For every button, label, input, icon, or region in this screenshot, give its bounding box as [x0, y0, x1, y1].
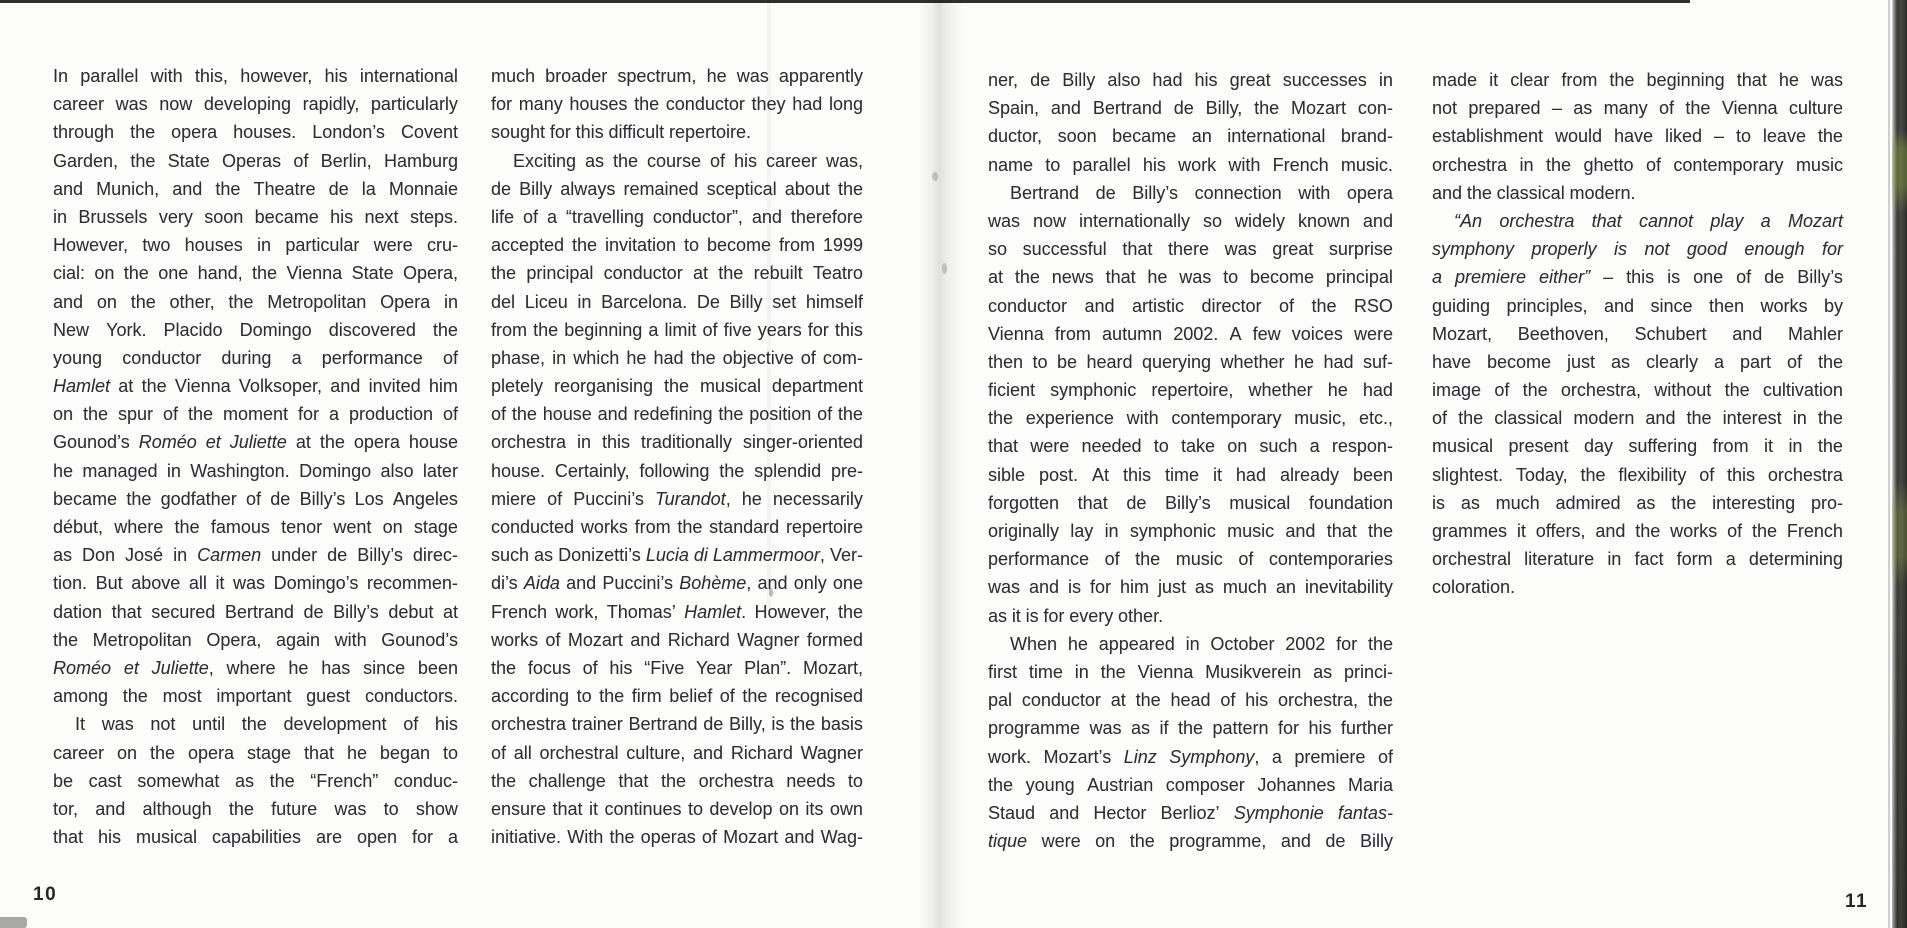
text-line: However, two houses in particular were cru- [53, 235, 458, 256]
text-line: the young Austrian composer Johannes Maria [988, 774, 1393, 795]
text-line: Roméo et Juliette, where he has since been [53, 657, 458, 678]
text-line: not prepared – as many of the Vienna culture [1432, 98, 1843, 119]
text-line: he managed in Washington. Domingo also later [53, 460, 458, 481]
text-line: Gounod’s Roméo et Juliette at the opera house [53, 432, 458, 453]
text-line: ductor, soon became an international brand- [988, 126, 1393, 147]
text-line: a premiere either” – this is one of de Billy’s [1432, 267, 1843, 288]
page-crease-line [767, 0, 771, 610]
text-line: from the beginning a limit of five years for this [491, 319, 863, 340]
text-line: Staud and Hector Berlioz’ Symphonie fantas- [988, 802, 1393, 823]
text-line: Bertrand de Billy’s connection with opera [1010, 182, 1393, 203]
text-line: Spain, and Bertrand de Billy, the Mozart con- [988, 98, 1393, 119]
text-line: that his musical capabilities are open for a [53, 827, 458, 848]
text-line: ficient symphonic repertoire, whether he had [988, 380, 1393, 401]
right-edge-gap-line [1888, 0, 1890, 928]
text-line: performance of the music of contemporaries [988, 549, 1393, 570]
text-line: When he appeared in October 2002 for the [1010, 633, 1393, 654]
text-line: coloration. [1432, 577, 1516, 598]
text-line: of the house and redefining the position of the [491, 404, 863, 425]
text-line: slightest. Today, the flexibility of this orchestra [1432, 464, 1843, 485]
text-line: on the spur of the moment for a production of [53, 404, 458, 425]
text-line: pletely reorganising the musical department [491, 376, 863, 397]
text-line: forgotten that de Billy’s musical foundation [988, 492, 1393, 513]
text-line: is as much admired as the interesting pro- [1432, 492, 1843, 513]
text-line: for many houses the conductor they had long [491, 94, 863, 115]
text-line: Mozart, Beethoven, Schubert and Mahler [1432, 323, 1843, 344]
text-line: the Metropolitan Opera, again with Gounod’s [53, 629, 458, 650]
text-line: pal conductor at the head of his orchestra, the [988, 690, 1393, 711]
text-line: tion. But above all it was Domingo’s recommen- [53, 573, 458, 594]
text-line: orchestra in the ghetto of contemporary music [1432, 154, 1843, 175]
text-line: ensure that it continues to develop on its own [491, 798, 863, 819]
text-line: orchestra trainer Bertrand de Billy, is the basis [491, 714, 863, 735]
text-line: the experience with contemporary music, etc., [988, 408, 1393, 429]
page11-column-2 [1432, 70, 1843, 606]
text-line: first time in the Vienna Musikverein as princi- [988, 661, 1393, 682]
text-line: name to parallel his work with French music. [988, 154, 1393, 175]
page-number-right: 11 [1845, 891, 1869, 912]
text-line: Exciting as the course of his career was, [513, 150, 863, 171]
text-line: “An orchestra that cannot play a Mozart [1454, 210, 1843, 231]
text-line: and Munich, and the Theatre de la Monnaie [53, 178, 458, 199]
page10-column-2 [491, 66, 863, 855]
text-line: sible post. At this time it had already been [988, 464, 1393, 485]
text-line: guiding principles, and since then works by [1432, 295, 1843, 316]
page11-column-1 [988, 70, 1393, 859]
top-edge-scan-line [0, 0, 1690, 3]
text-line: have become just as clearly a part of the [1432, 351, 1843, 372]
text-line: work. Mozart’s Linz Symphony, a premiere of [988, 746, 1393, 767]
text-line: Hamlet at the Vienna Volksoper, and invited him [53, 376, 458, 397]
text-line: tor, and although the future was to show [53, 798, 458, 819]
text-line: as it is for every other. [988, 605, 1164, 626]
text-line: di’s Aida and Puccini’s Bohème, and only one [491, 573, 863, 594]
text-line: then to be heard querying whether he had suf- [988, 351, 1393, 372]
text-line: the focus of his “Five Year Plan”. Mozart, [491, 657, 863, 678]
text-line: French work, Thomas’ Hamlet. However, the [491, 601, 863, 622]
text-line: symphony properly is not good enough for [1432, 239, 1843, 260]
text-line: as Don José in Carmen under de Billy’s direc- [53, 545, 458, 566]
text-line: accepted the invitation to become from 1999 [491, 235, 863, 256]
bottom-left-scan-mark [0, 917, 27, 928]
gutter-speck [932, 172, 938, 181]
text-line: de Billy always remained sceptical about the [491, 178, 863, 199]
text-line: Vienna from autumn 2002. A few voices were [988, 323, 1393, 344]
text-line: of all orchestral culture, and Richard Wagner [491, 742, 863, 763]
text-line: the challenge that the orchestra needs to [491, 770, 863, 791]
text-line: much broader spectrum, he was apparently [491, 66, 863, 86]
center-gutter-shadow [918, 0, 964, 928]
text-line: was and is for him just as much an inevitability [988, 577, 1393, 598]
text-line: It was not until the development of his [75, 714, 458, 735]
text-line: career on the opera stage that he began to [53, 742, 458, 763]
text-line: début, where the famous tenor went on stage [53, 517, 458, 537]
text-line: according to the firm belief of the recognised [491, 686, 863, 707]
text-line: that were needed to take on such a respon- [988, 436, 1393, 457]
text-line: miere of Puccini’s Turandot, he necessarily [491, 488, 863, 509]
text-line: tique were on the programme, and de Billy [988, 831, 1393, 852]
text-line: sought for this difficult repertoire. [491, 122, 752, 143]
text-line: and the classical modern. [1432, 182, 1636, 203]
text-line: phase, in which he had the objective of com- [491, 347, 863, 368]
text-line: grammes it offers, and the works of the French [1432, 521, 1843, 541]
text-line: such as Donizetti’s Lucia di Lammermoor, Ver- [491, 545, 863, 566]
text-line: In parallel with this, however, his international [53, 66, 458, 86]
text-line: orchestra in this traditionally singer-oriented [491, 432, 863, 453]
text-line: so successful that there was great surprise [988, 239, 1393, 260]
text-line: New York. Placido Domingo discovered the [53, 319, 458, 340]
page-speck [769, 588, 773, 597]
text-line: through the opera houses. London’s Covent [53, 122, 458, 143]
text-line: among the most important guest conductors. [53, 686, 458, 707]
text-line: the principal conductor at the rebuilt Teatro [491, 263, 863, 284]
text-line: conductor and artistic director of the RSO [988, 295, 1393, 316]
text-line: young conductor during a performance of [53, 347, 458, 368]
right-edge-scan-strip [1892, 0, 1907, 928]
text-line: originally lay in symphonic music and that the [988, 521, 1393, 541]
text-line: programme was as if the pattern for his further [988, 718, 1393, 739]
text-line: at the news that he was to become principal [988, 267, 1393, 288]
text-line: and on the other, the Metropolitan Opera in [53, 291, 458, 312]
text-line: musical present day suffering from it in the [1432, 436, 1843, 457]
text-line: be cast somewhat as the “French” conduc- [53, 770, 458, 791]
text-line: cial: on the one hand, the Vienna State Opera, [53, 263, 458, 284]
page10-column-1 [53, 66, 458, 855]
text-line: Garden, the State Operas of Berlin, Hamburg [53, 150, 458, 171]
text-line: life of a “travelling conductor”, and therefore [491, 206, 863, 227]
gutter-speck [942, 263, 947, 274]
text-line: made it clear from the beginning that he was [1432, 70, 1843, 90]
text-line: image of the orchestra, without the cultivation [1432, 380, 1843, 401]
text-line: of the classical modern and the interest in the [1432, 408, 1843, 429]
text-line: house. Certainly, following the splendid pre- [491, 460, 863, 481]
text-line: in Brussels very soon became his next steps. [53, 206, 458, 227]
text-line: became the godfather of de Billy’s Los Angeles [53, 488, 458, 509]
text-line: initiative. With the operas of Mozart and Wag- [491, 827, 863, 848]
text-line: del Liceu in Barcelona. De Billy set himself [491, 291, 863, 312]
text-line: works of Mozart and Richard Wagner formed [491, 629, 863, 650]
text-line: orchestral literature in fact form a determining [1432, 549, 1843, 570]
text-line: dation that secured Bertrand de Billy’s debut at [53, 601, 458, 622]
text-line: establishment would have liked – to leave the [1432, 126, 1843, 147]
text-line: career was now developing rapidly, particularly [53, 94, 458, 115]
text-line: conducted works from the standard repertoire [491, 517, 863, 537]
text-line: was now internationally so widely known and [988, 210, 1393, 231]
text-line: ner, de Billy also had his great successes in [988, 70, 1393, 90]
page-number-left: 10 [33, 884, 58, 905]
